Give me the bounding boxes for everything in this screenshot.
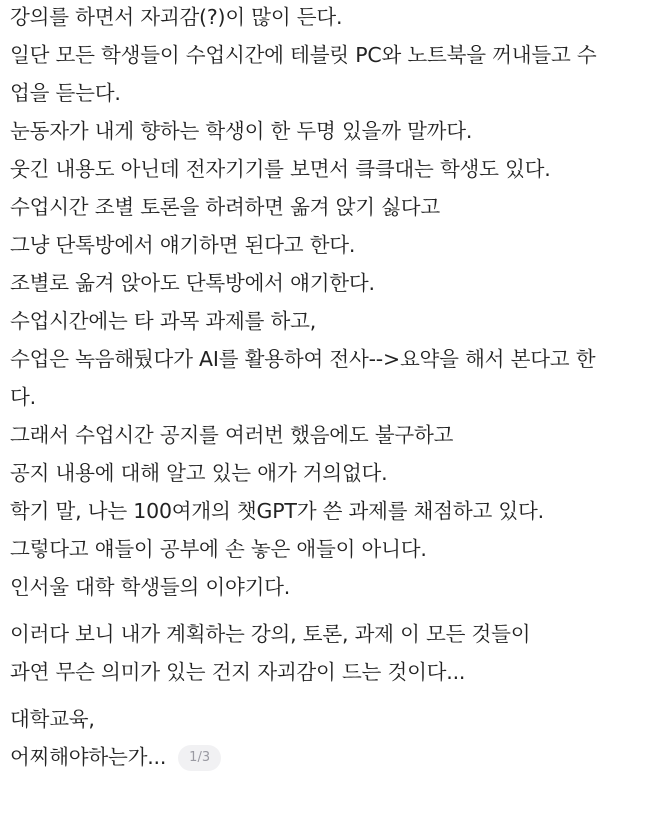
- image-counter-badge[interactable]: 1/3: [178, 745, 221, 771]
- post-line: 눈동자가 내게 향하는 학생이 한 두명 있을까 말까다.: [10, 119, 473, 143]
- post-line: 학기 말, 나는 100여개의 챗GPT가 쓴 과제를 채점하고 있다.: [10, 499, 544, 523]
- post-line: 그냥 단톡방에서 얘기하면 된다고 한다.: [10, 233, 356, 257]
- post-line: 수업은 녹음해뒀다가 AI를 활용하여 전사-->요약을 해서 본다고 한: [10, 347, 596, 371]
- paragraph-gap: [10, 700, 650, 709]
- post-line: 다.: [10, 385, 36, 409]
- post-line: 웃긴 내용도 아닌데 전자기기를 보면서 킄킄대는 학생도 있다.: [10, 157, 551, 181]
- post-line: 수업시간 조별 토론을 하려하면 옮겨 앉기 싫다고: [10, 195, 440, 219]
- post-line: 일단 모든 학생들이 수업시간에 테블릿 PC와 노트북을 꺼내들고 수: [10, 43, 597, 67]
- post-line: 수업시간에는 타 과목 과제를 하고,: [10, 309, 317, 333]
- post-line: 강의를 하면서 자괴감(?)이 많이 든다.: [10, 5, 343, 29]
- post-line: 조별로 옮겨 앉아도 단톡방에서 얘기한다.: [10, 271, 375, 295]
- post-line: 어찌해야하는가...: [10, 745, 167, 769]
- post-body: [10, 0, 650, 785]
- post-line: 과연 무슨 의미가 있는 건지 자괴감이 드는 것이다...: [10, 660, 466, 684]
- post-last-row: [10, 747, 650, 768]
- post-line: 업을 듣는다.: [10, 81, 121, 105]
- post-line: 이러다 보니 내가 계획하는 강의, 토론, 과제 이 모든 것들이: [10, 622, 531, 646]
- post-line: 대학교육,: [10, 707, 95, 731]
- post-line: 인서울 대학 학생들의 이야기다.: [10, 575, 291, 599]
- post-line: 공지 내용에 대해 알고 있는 애가 거의없다.: [10, 461, 388, 485]
- post-line: 그래서 수업시간 공지를 여러번 했음에도 불구하고: [10, 423, 454, 447]
- post-line: 그렇다고 얘들이 공부에 손 놓은 애들이 아니다.: [10, 537, 427, 561]
